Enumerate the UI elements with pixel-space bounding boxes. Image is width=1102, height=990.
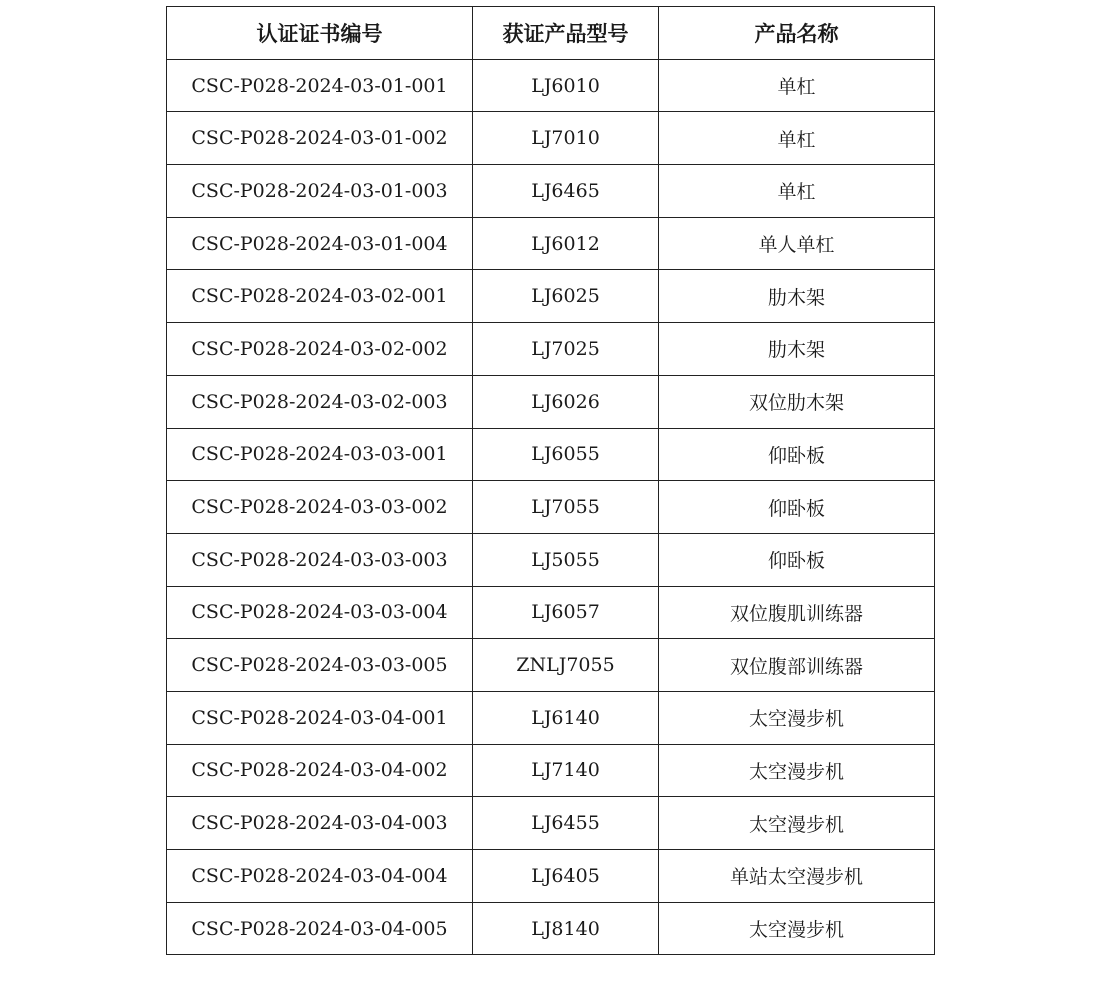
table-body <box>167 59 935 955</box>
certificate-number-cell: CSC-P028-2024-03-03-002 <box>167 481 473 534</box>
product-model-cell: ZNLJ7055 <box>473 639 659 692</box>
table-row <box>167 375 935 428</box>
table-row <box>167 217 935 270</box>
table-row <box>167 270 935 323</box>
certificate-number-cell: CSC-P028-2024-03-02-003 <box>167 375 473 428</box>
product-name-cell: 双位肋木架 <box>659 375 935 428</box>
product-name-cell: 太空漫步机 <box>659 902 935 955</box>
product-name-cell: 单人单杠 <box>659 217 935 270</box>
certificate-number-cell: CSC-P028-2024-03-04-001 <box>167 691 473 744</box>
table-row <box>167 112 935 165</box>
product-model-cell: LJ6057 <box>473 586 659 639</box>
product-model-cell: LJ6405 <box>473 850 659 903</box>
certificate-number-cell: CSC-P028-2024-03-04-003 <box>167 797 473 850</box>
product-model-cell: LJ6055 <box>473 428 659 481</box>
certificate-number-cell: CSC-P028-2024-03-01-001 <box>167 59 473 112</box>
table-row <box>167 850 935 903</box>
certificate-number-cell: CSC-P028-2024-03-01-003 <box>167 165 473 218</box>
product-name-cell: 仰卧板 <box>659 533 935 586</box>
certificate-number-cell: CSC-P028-2024-03-02-001 <box>167 270 473 323</box>
product-model-cell: LJ6026 <box>473 375 659 428</box>
product-name-cell: 肋木架 <box>659 323 935 376</box>
product-model-cell: LJ6025 <box>473 270 659 323</box>
product-name-cell: 太空漫步机 <box>659 691 935 744</box>
product-model-cell: LJ7010 <box>473 112 659 165</box>
table-row <box>167 59 935 112</box>
product-name-cell: 单站太空漫步机 <box>659 850 935 903</box>
table-row <box>167 691 935 744</box>
certificate-number-cell: CSC-P028-2024-03-02-002 <box>167 323 473 376</box>
table-row <box>167 586 935 639</box>
table-row <box>167 744 935 797</box>
table-row <box>167 481 935 534</box>
product-model-cell: LJ6010 <box>473 59 659 112</box>
table-header-row <box>167 7 935 60</box>
product-name-cell: 双位腹肌训练器 <box>659 586 935 639</box>
certificate-number-cell: CSC-P028-2024-03-01-004 <box>167 217 473 270</box>
certificate-table <box>166 6 935 955</box>
product-name-cell: 仰卧板 <box>659 428 935 481</box>
product-model-cell: LJ6465 <box>473 165 659 218</box>
table-row <box>167 323 935 376</box>
product-model-cell: LJ7140 <box>473 744 659 797</box>
product-name-cell: 太空漫步机 <box>659 744 935 797</box>
product-model-cell: LJ6012 <box>473 217 659 270</box>
product-model-cell: LJ5055 <box>473 533 659 586</box>
table-row <box>167 902 935 955</box>
certificate-number-cell: CSC-P028-2024-03-04-004 <box>167 850 473 903</box>
product-model-cell: LJ7055 <box>473 481 659 534</box>
certificate-number-cell: CSC-P028-2024-03-03-005 <box>167 639 473 692</box>
certificate-number-cell: CSC-P028-2024-03-04-002 <box>167 744 473 797</box>
table-row <box>167 165 935 218</box>
product-model-cell: LJ7025 <box>473 323 659 376</box>
certificate-number-cell: CSC-P028-2024-03-03-003 <box>167 533 473 586</box>
product-name-cell: 仰卧板 <box>659 481 935 534</box>
product-name-cell: 单杠 <box>659 112 935 165</box>
product-name-cell: 肋木架 <box>659 270 935 323</box>
header-certificate-number: 认证证书编号 <box>167 7 473 60</box>
product-name-cell: 单杠 <box>659 165 935 218</box>
table-row <box>167 797 935 850</box>
table-row <box>167 639 935 692</box>
product-name-cell: 双位腹部训练器 <box>659 639 935 692</box>
header-product-name: 产品名称 <box>659 7 935 60</box>
product-model-cell: LJ6455 <box>473 797 659 850</box>
product-name-cell: 太空漫步机 <box>659 797 935 850</box>
certificate-number-cell: CSC-P028-2024-03-03-001 <box>167 428 473 481</box>
certificate-number-cell: CSC-P028-2024-03-03-004 <box>167 586 473 639</box>
product-model-cell: LJ8140 <box>473 902 659 955</box>
certificate-number-cell: CSC-P028-2024-03-04-005 <box>167 902 473 955</box>
certificate-number-cell: CSC-P028-2024-03-01-002 <box>167 112 473 165</box>
header-product-model: 获证产品型号 <box>473 7 659 60</box>
product-name-cell: 单杠 <box>659 59 935 112</box>
table-row <box>167 428 935 481</box>
table-row <box>167 533 935 586</box>
product-model-cell: LJ6140 <box>473 691 659 744</box>
